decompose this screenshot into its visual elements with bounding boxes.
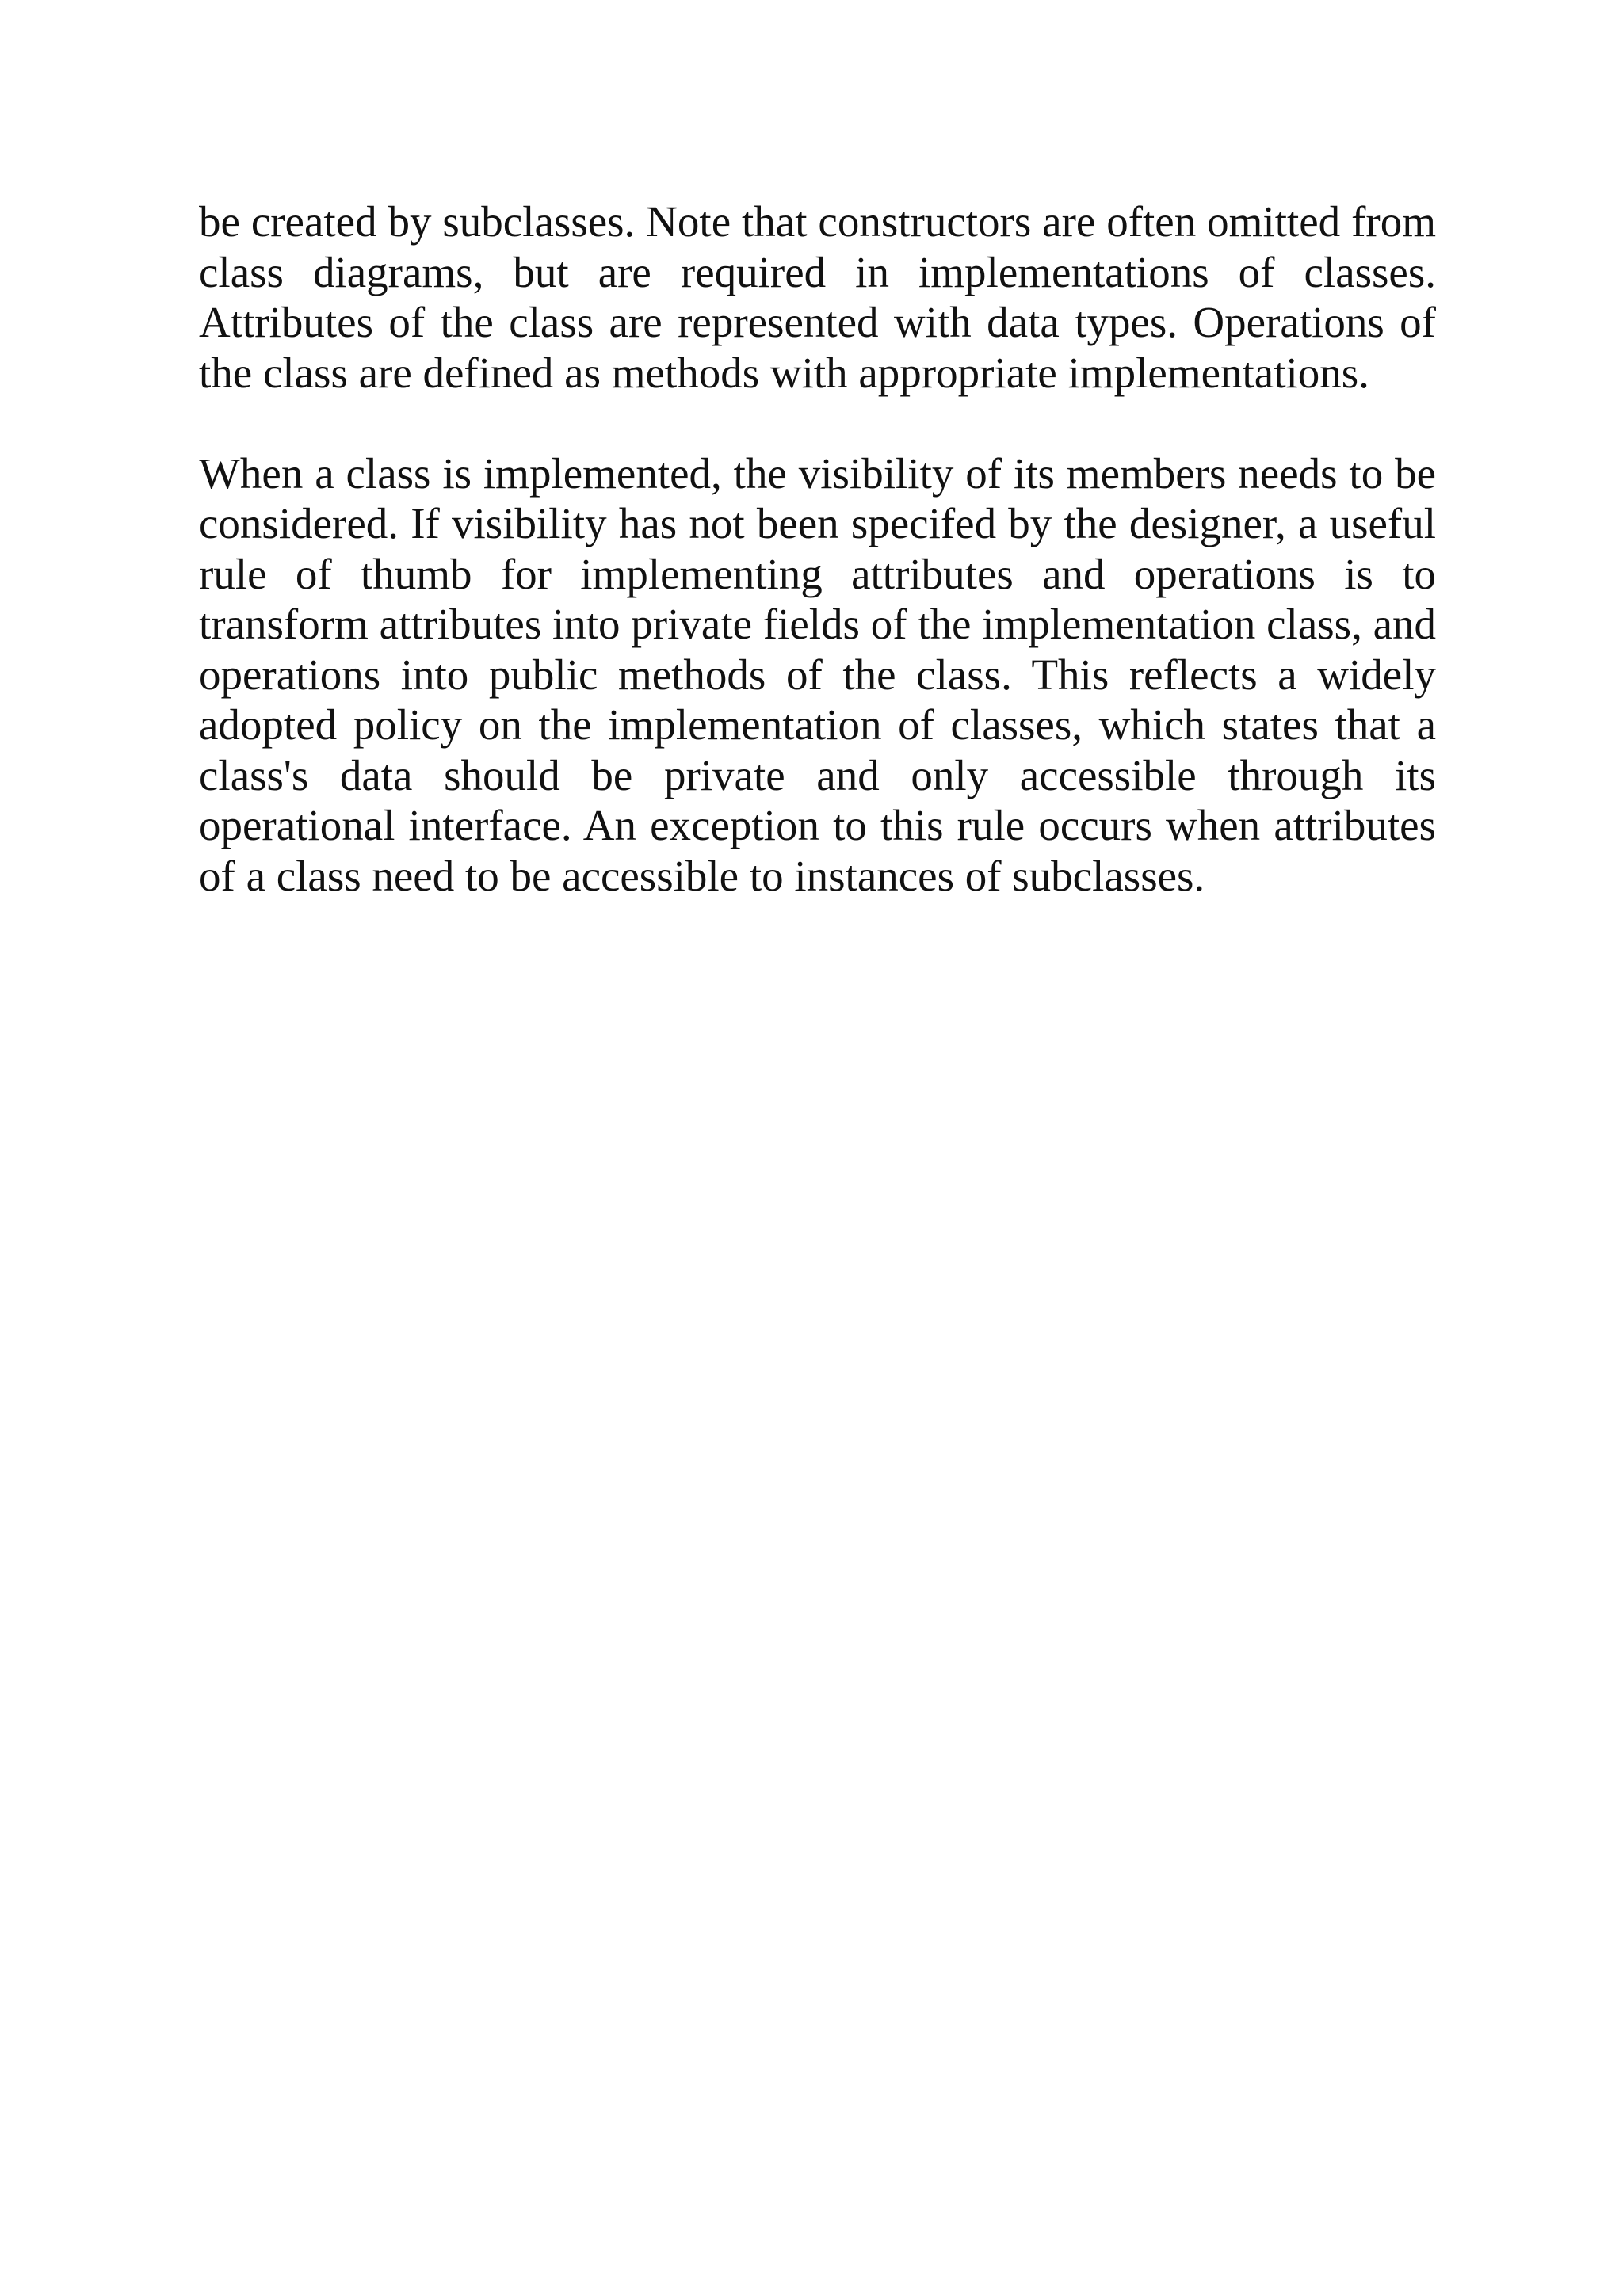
paragraph-visibility: When a class is implemented, the visibility of its members needs to be considered. If visibility has not been specifed by the designer, a useful rule of thumb for implementing attributes and operations is to transform attributes into private fields of the implementation class, and operations into public methods of the class. This reflects a widely adopted policy on the implementation of classes, which states that a class's data should be private and only accessible through its operational interface. An exception to this rule occurs when attributes of a class need to be accessible to instances of subclasses. [199, 448, 1436, 900]
paragraph-constructors: be created by subclasses. Note that constructors are often omitted from class diagrams, but are required in implementations of classes. Attributes of the class are represented with data types. Operations of the class are defined as methods with appropriate implementations. [199, 197, 1436, 397]
body-text [199, 196, 1436, 901]
